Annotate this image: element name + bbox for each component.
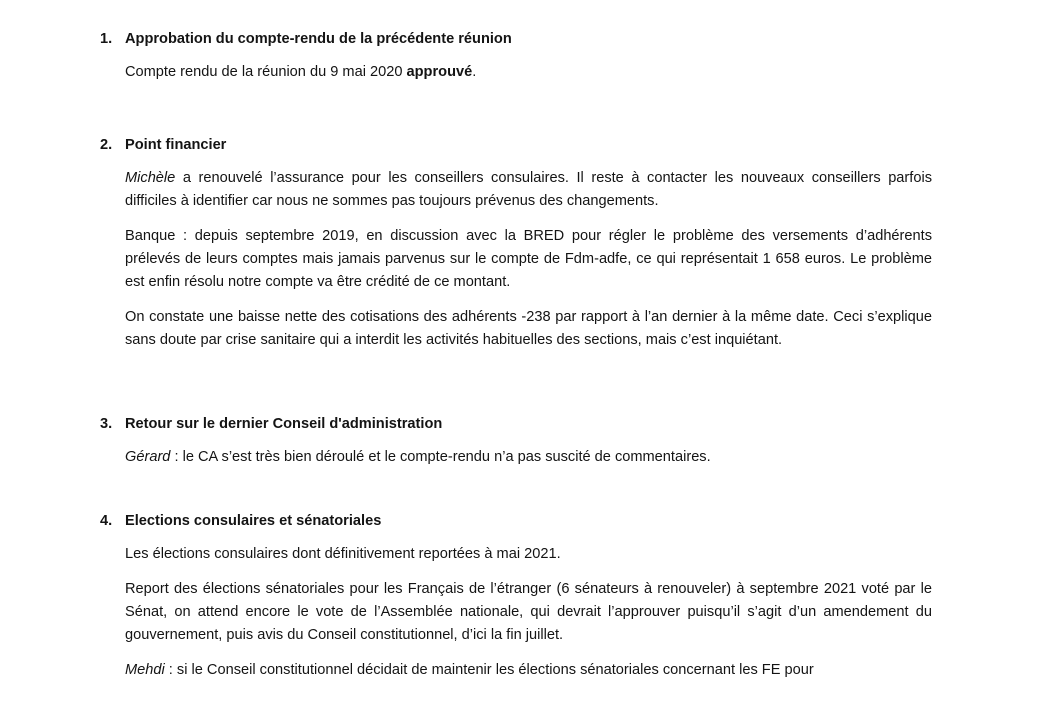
section-number: 4. bbox=[100, 513, 113, 529]
section-number: 2. bbox=[100, 137, 113, 153]
paragraph-text: : le CA s’est très bien déroulé et le compte-rendu n’a pas suscité de commentaires. bbox=[170, 449, 711, 465]
paragraph: Banque : depuis septembre 2019, en discussion avec la BRED pour régler le problème des versements d’adhérents prélevés de leurs comptes mais jamais parvenus sur le compte de Fdm-adfe, ce qui représentait 1 658 euros. Le problème est enfin résolu notre compte va être crédité de ce montant. bbox=[125, 228, 932, 290]
section-heading: Approbation du compte-rendu de la précédente réunion bbox=[125, 31, 512, 47]
section-heading-row bbox=[100, 28, 932, 51]
section-heading-row bbox=[100, 413, 932, 436]
paragraph-text: a renouvelé l’assurance pour les conseillers consulaires. Il reste à contacter les nouveaux conseillers parfois difficiles à identifier car nous ne sommes pas toujours prévenus des changements. bbox=[125, 170, 932, 209]
paragraph: Report des élections sénatoriales pour les Français de l’étranger (6 sénateurs à renouveler) à septembre 2021 voté par le Sénat, on attend encore le vote de l’Assemblée nationale, qui devrait l’approuver puisqu’il s’agit d’un amendement du gouvernement, puis avis du Conseil constitutionnel, d’ici la fin juillet. bbox=[125, 581, 932, 643]
section-point-financier bbox=[100, 134, 932, 352]
paragraph bbox=[125, 446, 932, 469]
section-heading-row bbox=[100, 510, 932, 533]
section-approbation bbox=[100, 28, 932, 84]
section-heading: Elections consulaires et sénatoriales bbox=[125, 513, 382, 529]
section-heading-row bbox=[100, 134, 932, 157]
speaker-name: Gérard bbox=[125, 449, 171, 465]
section-elections bbox=[100, 510, 932, 682]
section-retour-ca bbox=[100, 413, 932, 469]
speaker-name: Michèle bbox=[125, 170, 176, 186]
paragraph bbox=[125, 61, 932, 84]
section-number: 1. bbox=[100, 31, 113, 47]
paragraph-text: : si le Conseil constitutionnel décidait de maintenir les élections sénatoriales concernant les FE pour bbox=[164, 662, 814, 678]
section-heading: Point financier bbox=[125, 137, 227, 153]
paragraph: Les élections consulaires dont définitivement reportées à mai 2021. bbox=[125, 546, 561, 562]
paragraph-text: Compte rendu de la réunion du 9 mai 2020 bbox=[125, 64, 407, 80]
section-number: 3. bbox=[100, 416, 113, 432]
speaker-name: Mehdi bbox=[125, 662, 165, 678]
paragraph bbox=[125, 659, 932, 682]
paragraph-text: . bbox=[472, 64, 477, 80]
paragraph: On constate une baisse nette des cotisations des adhérents -238 par rapport à l’an dernier à la même date. Ceci s’explique sans doute par crise sanitaire qui a interdit les activités habituelles des sections, mais c’est inquiétant. bbox=[125, 309, 932, 348]
paragraph bbox=[125, 167, 932, 213]
bold-text: approuvé bbox=[406, 64, 473, 80]
section-heading: Retour sur le dernier Conseil d'administration bbox=[125, 416, 443, 432]
